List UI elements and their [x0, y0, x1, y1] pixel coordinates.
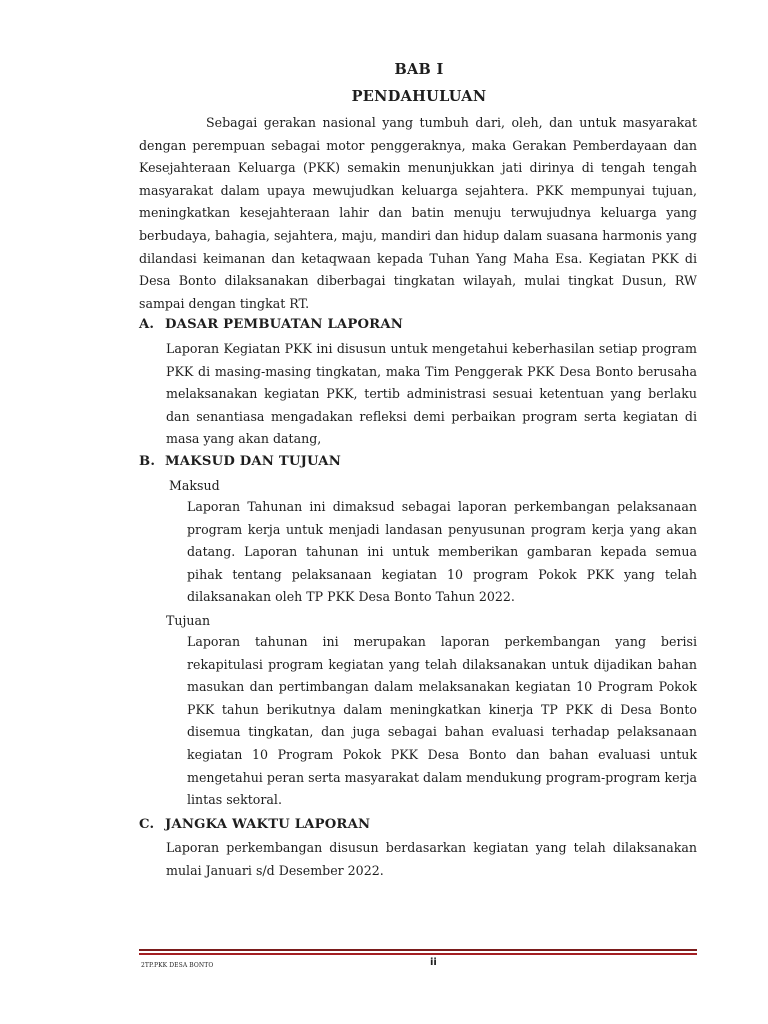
chapter-label: BAB I	[394, 61, 444, 78]
maksud-body: Laporan Tahunan ini dimaksud sebagai laporan perkembangan pelaksanaan program kerja untuk menjadi landasan penyusunan program kerja yang akan datang. Laporan tahunan ini untuk memberikan gambaran kepada semua pihak tentang pelaksanaan kegiatan 10 program Pokok PKK yang telah dilaksanakan oleh TP PKK Desa Bonto Tahun 2022.	[187, 499, 697, 605]
maksud-label: Maksud	[169, 478, 220, 493]
section-c-body: Laporan perkembangan disusun berdasarkan kegiatan yang telah dilaksanakan mulai Januari s/d Desember 2022.	[166, 840, 697, 878]
section-b-letter: B.	[139, 454, 156, 469]
section-b-title: MAKSUD DAN TUJUAN	[165, 454, 341, 469]
footer-organization-text: 2TP.PKK DESA BONTO	[141, 962, 214, 969]
section-a-body: Laporan Kegiatan PKK ini disusun untuk mengetahui keberhasilan setiap program PKK di masing-masing tingkatan, maka Tim Penggerak PKK Desa Bonto berusaha melaksanakan kegiatan PKK, tertib administrasi sesuai ketentuan yang berlaku dan senantiasa mengadakan refleksi demi perbaikan program serta kegiatan di masa yang akan datang,	[166, 341, 697, 447]
section-c-title: JANGKA WAKTU LAPORAN	[165, 817, 371, 832]
tujuan-label: Tujuan	[166, 613, 211, 628]
section-a-heading	[139, 317, 403, 332]
footer-rule-thick	[139, 953, 697, 955]
section-c-letter: C.	[139, 817, 155, 832]
footer-page-number: ii	[430, 957, 437, 968]
section-b-heading	[139, 454, 341, 469]
tujuan-body: Laporan tahunan ini merupakan laporan perkembangan yang berisi rekapitulasi program kegiatan yang telah dilaksanakan untuk dijadikan bahan masukan dan pertimbangan dalam melaksanakan kegiatan 10 Program Pokok PKK tahun berikutnya dalam meningkatkan kinerja TP PKK di Desa Bonto disemua tingkatan, dan juga sebagai bahan evaluasi terhadap pelaksanaan kegiatan 10 Program Pokok PKK Desa Bonto dan bahan evaluasi untuk mengetahui peran serta masyarakat dalam mendukung program-program kerja lintas sektoral.	[187, 634, 697, 808]
chapter-title: PENDAHULUAN	[351, 88, 487, 105]
section-c-heading	[139, 817, 370, 832]
footer-rule-thin	[139, 949, 697, 951]
section-a-letter: A.	[139, 317, 155, 332]
section-a-title: DASAR PEMBUATAN LAPORAN	[165, 317, 404, 332]
intro-paragraph: Sebagai gerakan nasional yang tumbuh dari, oleh, dan untuk masyarakat dengan perempuan sebagai motor penggeraknya, maka Gerakan Pemberdayaan dan Kesejahteraan Keluarga (PKK) semakin menunjukkan jati dirinya di tengah tengah masyarakat dalam upaya mewujudkan keluarga sejahtera. PKK mempunyai tujuan, meningkatkan kesejahteraan lahir dan batin menuju terwujudnya keluarga yang berbudaya, bahagia, sejahtera, maju, mandiri dan hidup dalam suasana harmonis yang dilandasi keimanan dan ketaqwaan kepada Tuhan Yang Maha Esa. Kegiatan PKK di Desa Bonto dilaksanakan diberbagai tingkatan wilayah, mulai tingkat Dusun, RW sampai dengan tingkat RT.	[139, 115, 697, 311]
